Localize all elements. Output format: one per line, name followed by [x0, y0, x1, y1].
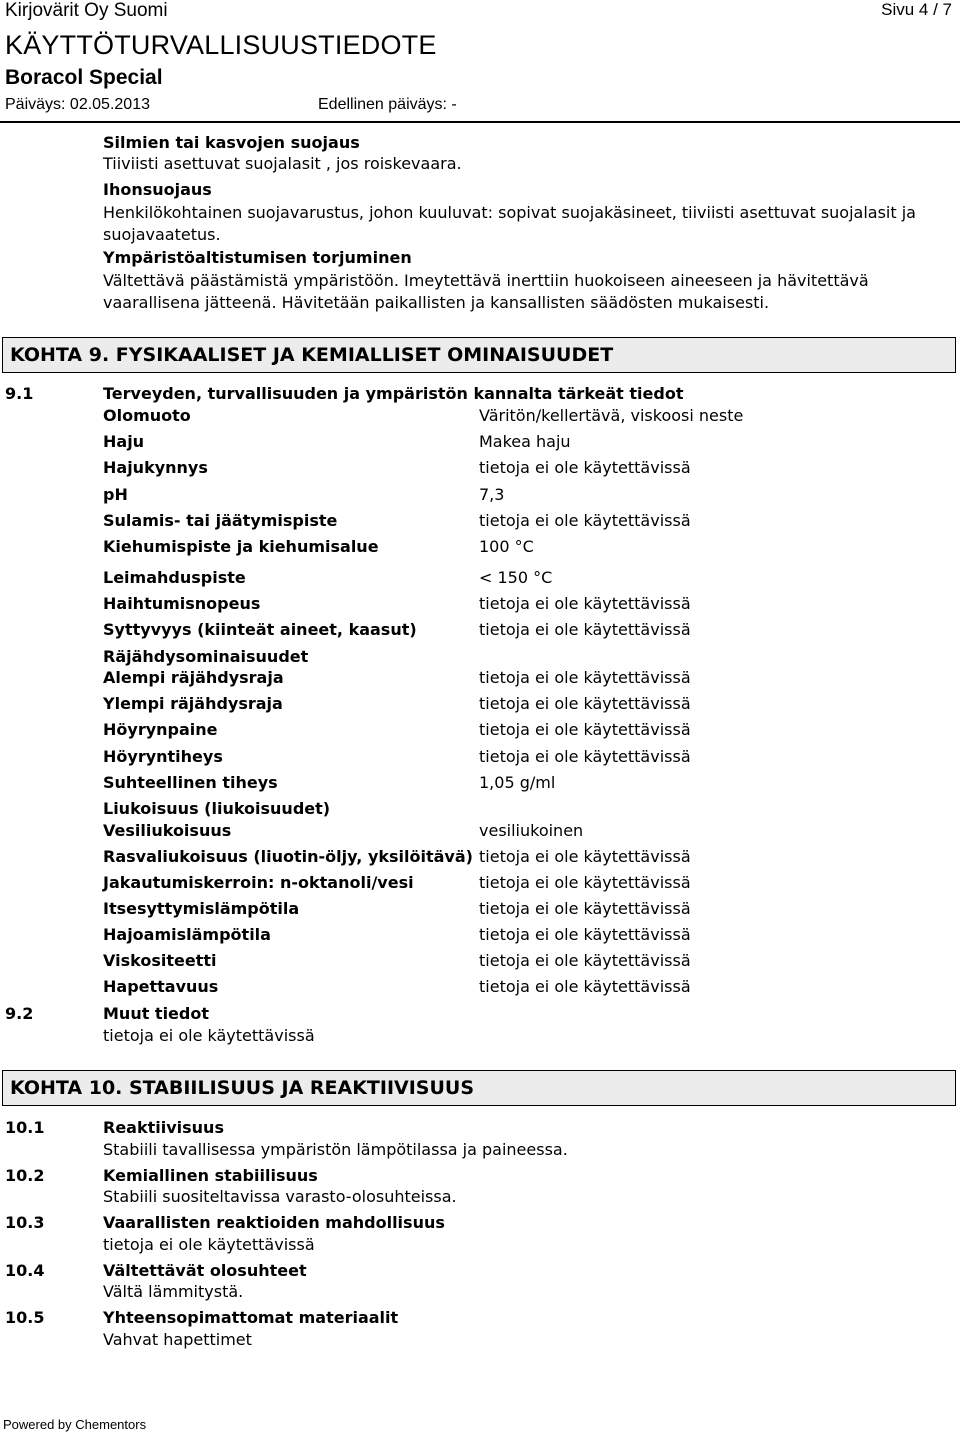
property-label: Olomuoto: [103, 406, 191, 425]
subsection-9-2-text: tietoja ei ole käytettävissä: [103, 1026, 315, 1045]
product-name: Boracol Special: [5, 66, 163, 89]
subsection-title: Vaarallisten reaktioiden mahdollisuus: [103, 1213, 445, 1232]
subsection-number: 10.5: [5, 1308, 45, 1327]
subsection-text: Stabiili tavallisessa ympäristön lämpötilassa ja paineessa.: [103, 1140, 568, 1159]
subsection-title: Kemiallinen stabiilisuus: [103, 1166, 318, 1185]
subsection-title: Reaktiivisuus: [103, 1118, 224, 1137]
skin-protection-heading: Ihonsuojaus: [103, 180, 212, 199]
property-value: Väritön/kellertävä, viskoosi neste: [479, 406, 744, 425]
property-value: tietoja ei ole käytettävissä: [479, 511, 691, 530]
subsection-9-1-title: Terveyden, turvallisuuden ja ympäristön kannalta tärkeät tiedot: [103, 384, 684, 403]
property-label: Vesiliukoisuus: [103, 821, 232, 840]
section-10-header: [2, 1070, 956, 1106]
subsection-9-1-number: 9.1: [5, 384, 34, 403]
property-value: tietoja ei ole käytettävissä: [479, 951, 691, 970]
property-value: 7,3: [479, 485, 505, 504]
subsection-9-2-title: Muut tiedot: [103, 1004, 209, 1023]
property-label: pH: [103, 485, 128, 504]
env-exposure-text-2: vaarallisena jätteenä. Hävitetään paikallisten ja kansallisten säädösten mukaisesti.: [103, 293, 770, 312]
eye-protection-text: Tiiviisti asettuvat suojalasit , jos roiskevaara.: [103, 154, 462, 173]
subsection-9-2-number: 9.2: [5, 1004, 34, 1023]
env-exposure-heading: Ympäristöaltistumisen torjuminen: [103, 248, 412, 267]
subsection-title: Yhteensopimattomat materiaalit: [103, 1308, 399, 1327]
property-label: Jakautumiskerroin: n-oktanoli/vesi: [103, 873, 414, 892]
property-label: Kiehumispiste ja kiehumisalue: [103, 537, 379, 556]
property-value: 1,05 g/ml: [479, 773, 556, 792]
property-label: Hapettavuus: [103, 977, 219, 996]
property-label: Viskositeetti: [103, 951, 217, 970]
property-value: tietoja ei ole käytettävissä: [479, 747, 691, 766]
property-label: Haihtumisnopeus: [103, 594, 261, 613]
header-divider: [0, 121, 960, 123]
property-label: Höyryntiheys: [103, 747, 223, 766]
subsection-number: 10.1: [5, 1118, 45, 1137]
property-label: Ylempi räjähdysraja: [103, 694, 283, 713]
property-value: tietoja ei ole käytettävissä: [479, 847, 691, 866]
property-label: Suhteellinen tiheys: [103, 773, 278, 792]
property-value: Makea haju: [479, 432, 571, 451]
property-value: 100 °C: [479, 537, 534, 556]
property-label: Alempi räjähdysraja: [103, 668, 284, 687]
property-label: Rasvaliukoisuus (liuotin-öljy, yksilöitävä): [103, 847, 473, 866]
property-value: tietoja ei ole käytettävissä: [479, 977, 691, 996]
subsection-title: Vältettävät olosuhteet: [103, 1261, 307, 1280]
section-9-title: KOHTA 9. FYSIKAALISET JA KEMIALLISET OMINAISUUDET: [10, 344, 614, 366]
property-value: vesiliukoinen: [479, 821, 584, 840]
property-value: tietoja ei ole käytettävissä: [479, 620, 691, 639]
footer-text: Powered by Chementors: [3, 1417, 147, 1432]
property-label: Liukoisuus (liukoisuudet): [103, 799, 331, 818]
subsection-number: 10.4: [5, 1261, 45, 1280]
property-label: Haju: [103, 432, 145, 451]
subsection-number: 10.3: [5, 1213, 45, 1232]
property-value: tietoja ei ole käytettävissä: [479, 594, 691, 613]
page-number: Sivu 4 / 7: [881, 0, 952, 19]
env-exposure-text-1: Vältettävä päästämistä ympäristöön. Imeytettävä inerttiin huokoiseen aineeseen ja hävitettävä: [103, 271, 869, 290]
property-value: tietoja ei ole käytettävissä: [479, 694, 691, 713]
previous-date: Edellinen päiväys: -: [318, 96, 457, 113]
property-value: tietoja ei ole käytettävissä: [479, 899, 691, 918]
property-value: tietoja ei ole käytettävissä: [479, 873, 691, 892]
property-label: Höyrynpaine: [103, 720, 218, 739]
property-label: Hajoamislämpötila: [103, 925, 271, 944]
document-title: KÄYTTÖTURVALLISUUSTIEDOTE: [5, 30, 437, 60]
skin-protection-text-1: Henkilökohtainen suojavarustus, johon kuuluvat: sopivat suojakäsineet, tiiviisti asettuvat suojalasit ja: [103, 203, 916, 222]
property-value: tietoja ei ole käytettävissä: [479, 668, 691, 687]
property-label: Hajukynnys: [103, 458, 208, 477]
skin-protection-text-2: suojavaatetus.: [103, 225, 221, 244]
section-10-title: KOHTA 10. STABIILISUUS JA REAKTIIVISUUS: [10, 1077, 475, 1099]
property-label: Itsesyttymislämpötila: [103, 899, 300, 918]
property-value: tietoja ei ole käytettävissä: [479, 458, 691, 477]
section-9-header: [2, 337, 956, 373]
eye-protection-heading: Silmien tai kasvojen suojaus: [103, 133, 360, 152]
company-name: Kirjovärit Oy Suomi: [5, 0, 168, 21]
property-value: tietoja ei ole käytettävissä: [479, 925, 691, 944]
property-label: Sulamis- tai jäätymispiste: [103, 511, 338, 530]
issue-date: Päiväys: 02.05.2013: [5, 96, 150, 113]
property-label: Leimahduspiste: [103, 568, 246, 587]
property-value: tietoja ei ole käytettävissä: [479, 720, 691, 739]
property-label: Räjähdysominaisuudet: [103, 647, 309, 666]
subsection-text: Vahvat hapettimet: [103, 1330, 252, 1349]
subsection-text: Vältä lämmitystä.: [103, 1282, 244, 1301]
subsection-text: tietoja ei ole käytettävissä: [103, 1235, 315, 1254]
property-label: Syttyvyys (kiinteät aineet, kaasut): [103, 620, 417, 639]
property-value: < 150 °C: [479, 568, 553, 587]
subsection-number: 10.2: [5, 1166, 45, 1185]
subsection-text: Stabiili suositeltavissa varasto-olosuhteissa.: [103, 1187, 457, 1206]
